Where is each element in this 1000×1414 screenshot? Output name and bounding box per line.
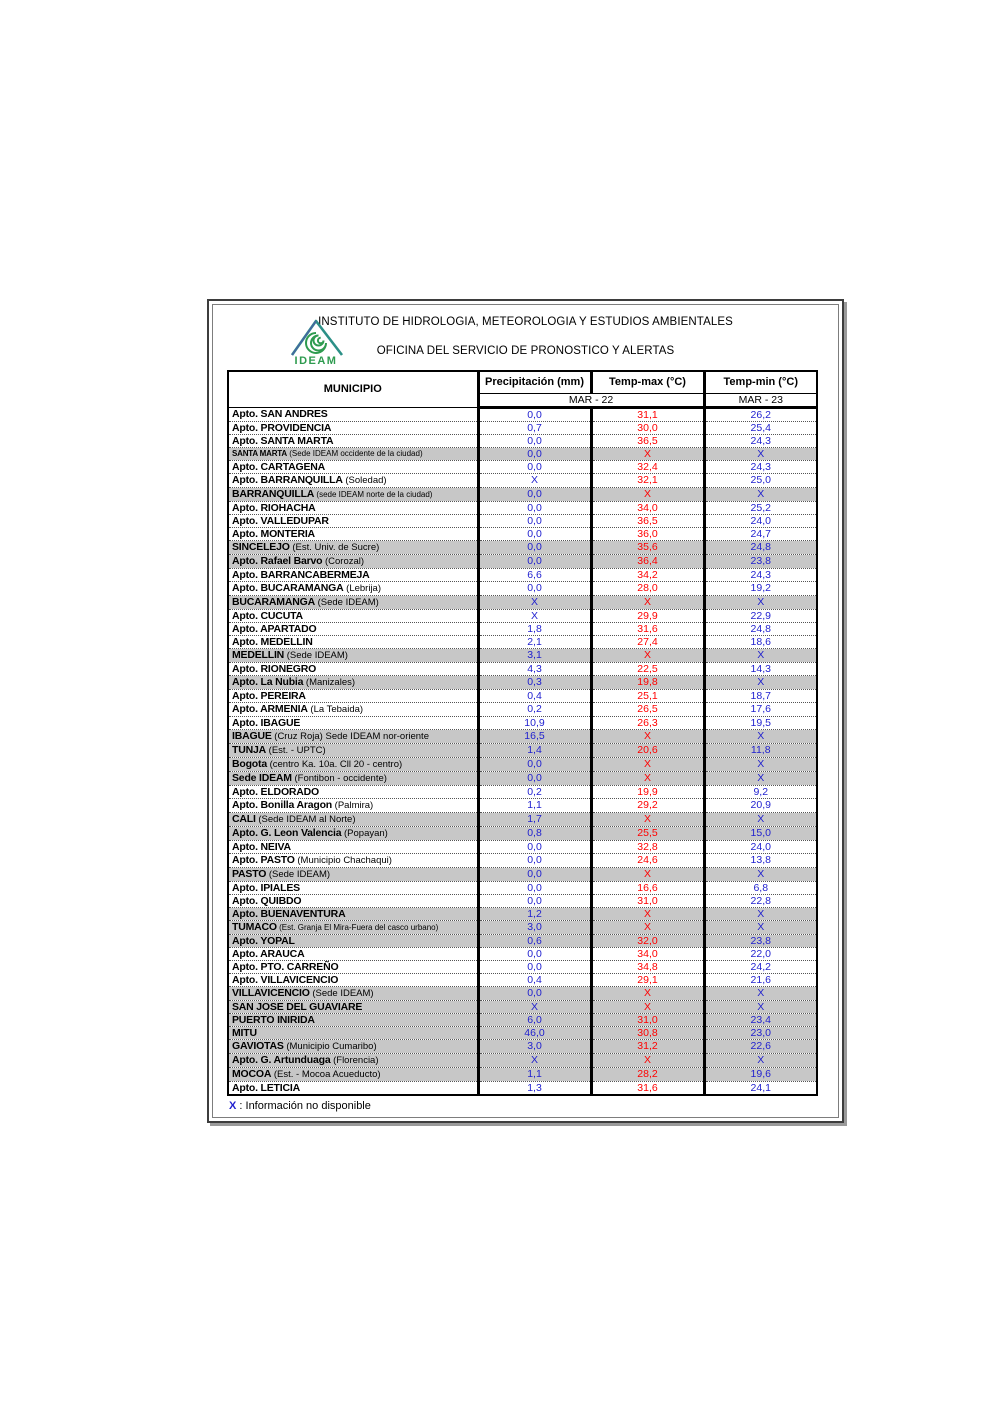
temp-max-cell: X: [591, 771, 704, 785]
temp-min-cell: X: [704, 487, 817, 501]
precipitation-cell: 1,8: [478, 622, 591, 635]
municipio-cell: Apto. RIONEGRO: [228, 662, 478, 675]
precipitation-cell: 0,0: [478, 407, 591, 421]
temp-max-cell: 19,9: [591, 785, 704, 798]
temp-min-cell: 19,5: [704, 716, 817, 729]
precipitation-cell: X: [478, 1000, 591, 1013]
table-row: [228, 514, 817, 527]
temp-min-cell: 24,0: [704, 840, 817, 853]
table-row: [228, 1081, 817, 1095]
temp-max-cell: 19,8: [591, 675, 704, 689]
temp-max-cell: 16,6: [591, 881, 704, 894]
table-row: [228, 540, 817, 554]
temp-max-cell: X: [591, 867, 704, 881]
temp-min-cell: 14,3: [704, 662, 817, 675]
table-row: [228, 702, 817, 716]
municipio-cell: VILLAVICENCIO (Sede IDEAM): [228, 986, 478, 1000]
municipio-cell: Apto. VALLEDUPAR: [228, 514, 478, 527]
weather-table: [227, 370, 818, 1096]
temp-min-cell: 23,4: [704, 1013, 817, 1026]
weather-table-body: [228, 407, 817, 1095]
temp-min-cell: 24,3: [704, 434, 817, 447]
table-row: [228, 434, 817, 447]
municipio-cell: Apto. BARRANCABERMEJA: [228, 568, 478, 581]
table-row: [228, 826, 817, 840]
precipitation-cell: X: [478, 1053, 591, 1067]
temp-max-cell: 31,0: [591, 894, 704, 907]
temp-max-cell: X: [591, 447, 704, 460]
table-row: [228, 487, 817, 501]
table-row: [228, 934, 817, 947]
municipio-cell: Apto. YOPAL: [228, 934, 478, 947]
table-row: [228, 785, 817, 798]
municipio-cell: Sede IDEAM (Fontibon - occidente): [228, 771, 478, 785]
municipio-cell: Apto. SANTA MARTA: [228, 434, 478, 447]
temp-min-cell: 24,3: [704, 460, 817, 473]
temp-min-cell: 22,0: [704, 947, 817, 960]
temp-min-cell: 20,9: [704, 798, 817, 812]
municipio-cell: SANTA MARTA (Sede IDEAM occidente de la ciudad): [228, 447, 478, 460]
temp-max-cell: 36,5: [591, 434, 704, 447]
municipio-cell: MOCOA (Est. - Mocoa Acueducto): [228, 1067, 478, 1081]
temp-min-cell: 23,0: [704, 1026, 817, 1039]
municipio-cell: Apto. La Nubia (Manizales): [228, 675, 478, 689]
municipio-cell: MITU: [228, 1026, 478, 1039]
table-row: [228, 527, 817, 540]
precipitation-cell: 0,0: [478, 894, 591, 907]
temp-min-cell: X: [704, 757, 817, 771]
table-row: [228, 473, 817, 487]
temp-max-cell: 31,1: [591, 407, 704, 421]
temp-max-cell: 25,5: [591, 826, 704, 840]
temp-min-cell: 9,2: [704, 785, 817, 798]
municipio-cell: MEDELLIN (Sede IDEAM): [228, 648, 478, 662]
temp-max-cell: 28,2: [591, 1067, 704, 1081]
table-row: [228, 1039, 817, 1053]
table-row: [228, 840, 817, 853]
temp-max-cell: X: [591, 907, 704, 920]
temp-max-cell: 25,1: [591, 689, 704, 702]
table-row: [228, 460, 817, 473]
precipitation-cell: 0,0: [478, 460, 591, 473]
municipio-cell: BARRANQUILLA (sede IDEAM norte de la ciudad): [228, 487, 478, 501]
temp-max-cell: 32,1: [591, 473, 704, 487]
precipitation-cell: 0,0: [478, 853, 591, 867]
temp-min-cell: X: [704, 986, 817, 1000]
precipitation-cell: 0,0: [478, 554, 591, 568]
temp-min-cell: X: [704, 675, 817, 689]
table-row: [228, 689, 817, 702]
table-row: [228, 757, 817, 771]
precipitation-cell: 0,0: [478, 960, 591, 973]
column-header-tempmin: Temp-min (°C): [704, 371, 817, 393]
municipio-cell: Apto. QUIBDO: [228, 894, 478, 907]
temp-min-cell: X: [704, 920, 817, 934]
municipio-cell: Apto. G. Artunduaga (Florencia): [228, 1053, 478, 1067]
table-row: [228, 973, 817, 986]
precipitation-cell: 0,0: [478, 771, 591, 785]
footnote-text: : Información no disponible: [236, 1100, 371, 1112]
temp-min-cell: X: [704, 1053, 817, 1067]
temp-max-cell: 31,2: [591, 1039, 704, 1053]
temp-min-cell: 24,8: [704, 540, 817, 554]
date-header-mar23: MAR - 23: [704, 393, 817, 407]
temp-max-cell: X: [591, 920, 704, 934]
municipio-cell: PASTO (Sede IDEAM): [228, 867, 478, 881]
temp-min-cell: X: [704, 595, 817, 609]
table-row: [228, 743, 817, 757]
precipitation-cell: 1,1: [478, 1067, 591, 1081]
municipio-cell: IBAGUE (Cruz Roja) Sede IDEAM nor-oriente: [228, 729, 478, 743]
municipio-cell: BUCARAMANGA (Sede IDEAM): [228, 595, 478, 609]
municipio-cell: Apto. SAN ANDRES: [232, 408, 328, 420]
ideam-logo: [285, 313, 347, 371]
temp-min-cell: 18,7: [704, 689, 817, 702]
report-frame-inner: [212, 304, 839, 1118]
temp-min-cell: 18,6: [704, 635, 817, 648]
table-row: [228, 812, 817, 826]
precipitation-cell: 0,0: [478, 487, 591, 501]
precipitation-cell: 0,6: [478, 934, 591, 947]
temp-max-cell: X: [591, 595, 704, 609]
precipitation-cell: 0,4: [478, 973, 591, 986]
table-row: [228, 867, 817, 881]
temp-max-cell: 30,0: [591, 421, 704, 434]
municipio-cell: Apto. ARAUCA: [228, 947, 478, 960]
precipitation-cell: 1,2: [478, 907, 591, 920]
municipio-cell: Apto. NEIVA: [228, 840, 478, 853]
temp-max-cell: 29,1: [591, 973, 704, 986]
date-header-mar22: MAR - 22: [478, 393, 704, 407]
municipio-cell: TUMACO (Est. Granja El Mira-Fuera del casco urbano): [228, 920, 478, 934]
temp-max-cell: 28,0: [591, 581, 704, 595]
municipio-cell: GAVIOTAS (Municipio Cumaribo): [228, 1039, 478, 1053]
table-row: [228, 662, 817, 675]
temp-min-cell: 24,1: [704, 1081, 817, 1095]
municipio-cell: PUERTO INIRIDA: [228, 1013, 478, 1026]
temp-max-cell: X: [591, 757, 704, 771]
temp-min-cell: 11,8: [704, 743, 817, 757]
temp-min-cell: 24,0: [704, 514, 817, 527]
precipitation-cell: 0,2: [478, 785, 591, 798]
temp-min-cell: 19,6: [704, 1067, 817, 1081]
temp-min-cell: X: [704, 812, 817, 826]
precipitation-cell: 1,7: [478, 812, 591, 826]
temp-min-cell: 26,2: [704, 407, 817, 421]
municipio-cell: Apto. BARRANQUILLA (Soledad): [228, 473, 478, 487]
table-row: [228, 648, 817, 662]
precipitation-cell: 0,0: [478, 527, 591, 540]
org-title: INSTITUTO DE HIDROLOGIA, METEOROLOGIA Y ESTUDIOS AMBIENTALES: [318, 316, 733, 328]
precipitation-cell: X: [478, 609, 591, 622]
precipitation-cell: 0,2: [478, 702, 591, 716]
temp-min-cell: 23,8: [704, 934, 817, 947]
column-header-precipitacion: Precipitación (mm): [478, 371, 591, 393]
temp-max-cell: X: [591, 1053, 704, 1067]
temp-max-cell: 34,2: [591, 568, 704, 581]
temp-max-cell: 31,0: [591, 1013, 704, 1026]
temp-min-cell: 22,6: [704, 1039, 817, 1053]
municipio-cell: Apto. MONTERIA: [228, 527, 478, 540]
municipio-cell: Apto. ELDORADO: [228, 785, 478, 798]
precipitation-cell: 0,0: [478, 434, 591, 447]
table-row: [228, 1053, 817, 1067]
precipitation-cell: 0,0: [478, 986, 591, 1000]
column-header-tempmax: Temp-max (°C): [591, 371, 704, 393]
precipitation-cell: 3,0: [478, 920, 591, 934]
precipitation-cell: 1,3: [478, 1081, 591, 1095]
table-row: [228, 716, 817, 729]
municipio-cell: Apto. CUCUTA: [228, 609, 478, 622]
table-row: [228, 501, 817, 514]
precipitation-cell: 10,9: [478, 716, 591, 729]
table-row: [228, 907, 817, 920]
temp-max-cell: 31,6: [591, 622, 704, 635]
table-row: [228, 1013, 817, 1026]
ideam-logo-icon: [287, 313, 345, 357]
precipitation-cell: X: [478, 595, 591, 609]
temp-min-cell: 24,2: [704, 960, 817, 973]
temp-min-cell: X: [704, 771, 817, 785]
temp-max-cell: 26,5: [591, 702, 704, 716]
table-row: [228, 771, 817, 785]
temp-max-cell: 27,4: [591, 635, 704, 648]
municipio-cell: Apto. RIOHACHA: [228, 501, 478, 514]
temp-max-cell: 34,0: [591, 501, 704, 514]
precipitation-cell: 0,0: [478, 514, 591, 527]
precipitation-cell: 0,0: [478, 881, 591, 894]
municipio-cell: Apto. PROVIDENCIA: [228, 421, 478, 434]
precipitation-cell: 1,1: [478, 798, 591, 812]
temp-min-cell: X: [704, 907, 817, 920]
temp-max-cell: 35,6: [591, 540, 704, 554]
municipio-cell: Bogota (centro Ka. 10a. Cll 20 - centro): [228, 757, 478, 771]
municipio-cell: Apto. VILLAVICENCIO: [228, 973, 478, 986]
precipitation-cell: 3,0: [478, 1039, 591, 1053]
temp-max-cell: 36,4: [591, 554, 704, 568]
table-row: [228, 729, 817, 743]
temp-min-cell: X: [704, 648, 817, 662]
precipitation-cell: 0,0: [478, 757, 591, 771]
table-row: [228, 635, 817, 648]
temp-min-cell: 23,8: [704, 554, 817, 568]
precipitation-cell: 0,0: [478, 581, 591, 595]
temp-max-cell: X: [591, 1000, 704, 1013]
precipitation-cell: 46,0: [478, 1026, 591, 1039]
precipitation-cell: 0,0: [478, 867, 591, 881]
temp-max-cell: X: [591, 487, 704, 501]
temp-max-cell: X: [591, 729, 704, 743]
precipitation-cell: 6,0: [478, 1013, 591, 1026]
precipitation-cell: X: [478, 473, 591, 487]
municipio-cell: Apto. PEREIRA: [228, 689, 478, 702]
precipitation-cell: 6,6: [478, 568, 591, 581]
precipitation-cell: 0,0: [478, 947, 591, 960]
table-row: [228, 407, 817, 421]
temp-max-cell: X: [591, 986, 704, 1000]
temp-min-cell: 15,0: [704, 826, 817, 840]
table-row: [228, 554, 817, 568]
table-row: [228, 1000, 817, 1013]
municipio-cell: Apto. LETICIA: [228, 1081, 478, 1095]
report-frame: [207, 299, 844, 1123]
temp-max-cell: 34,8: [591, 960, 704, 973]
table-row: [228, 595, 817, 609]
municipio-cell: Apto. PASTO (Municipio Chachaqui): [228, 853, 478, 867]
temp-min-cell: X: [704, 729, 817, 743]
temp-min-cell: 22,8: [704, 894, 817, 907]
precipitation-cell: 0,3: [478, 675, 591, 689]
precipitation-cell: 2,1: [478, 635, 591, 648]
temp-max-cell: X: [591, 648, 704, 662]
ideam-logo-text: IDEAM: [294, 355, 338, 367]
temp-min-cell: 13,8: [704, 853, 817, 867]
table-row: [228, 881, 817, 894]
municipio-cell: Apto. BUCARAMANGA (Lebrija): [228, 581, 478, 595]
temp-max-cell: 29,9: [591, 609, 704, 622]
municipio-cell: CALI (Sede IDEAM al Norte): [228, 812, 478, 826]
temp-max-cell: 31,6: [591, 1081, 704, 1095]
table-row: [228, 1026, 817, 1039]
municipio-cell: Apto. APARTADO: [228, 622, 478, 635]
temp-min-cell: 6,8: [704, 881, 817, 894]
table-row: [228, 1067, 817, 1081]
municipio-cell: Apto. Bonilla Aragon (Palmira): [228, 798, 478, 812]
temp-max-cell: 32,8: [591, 840, 704, 853]
weather-table-header: [228, 371, 817, 407]
temp-min-cell: X: [704, 1000, 817, 1013]
temp-min-cell: X: [704, 867, 817, 881]
temp-max-cell: 26,3: [591, 716, 704, 729]
temp-max-cell: 36,0: [591, 527, 704, 540]
temp-min-cell: 21,6: [704, 973, 817, 986]
municipio-cell: TUNJA (Est. - UPTC): [228, 743, 478, 757]
temp-max-cell: 32,4: [591, 460, 704, 473]
municipio-cell: Apto. IPIALES: [228, 881, 478, 894]
precipitation-cell: 1,4: [478, 743, 591, 757]
temp-max-cell: 22,5: [591, 662, 704, 675]
temp-min-cell: X: [704, 447, 817, 460]
temp-max-cell: 20,6: [591, 743, 704, 757]
precipitation-cell: 0,8: [478, 826, 591, 840]
table-row: [228, 675, 817, 689]
column-header-municipio: MUNICIPIO: [228, 371, 478, 407]
temp-min-cell: 19,2: [704, 581, 817, 595]
temp-max-cell: 36,5: [591, 514, 704, 527]
temp-min-cell: 22,9: [704, 609, 817, 622]
table-row: [228, 894, 817, 907]
table-row: [228, 581, 817, 595]
precipitation-cell: 3,1: [478, 648, 591, 662]
temp-min-cell: 17,6: [704, 702, 817, 716]
precipitation-cell: 0,0: [478, 447, 591, 460]
municipio-cell: Apto. Rafael Barvo (Corozal): [228, 554, 478, 568]
table-row: [228, 986, 817, 1000]
table-row: [228, 947, 817, 960]
temp-max-cell: 24,6: [591, 853, 704, 867]
table-row: [228, 622, 817, 635]
precipitation-cell: 0,0: [478, 501, 591, 514]
temp-max-cell: 29,2: [591, 798, 704, 812]
table-row: [228, 853, 817, 867]
office-title: OFICINA DEL SERVICIO DE PRONOSTICO Y ALERTAS: [376, 345, 675, 357]
temp-min-cell: 25,2: [704, 501, 817, 514]
temp-min-cell: 24,7: [704, 527, 817, 540]
precipitation-cell: 0,7: [478, 421, 591, 434]
temp-min-cell: 25,4: [704, 421, 817, 434]
precipitation-cell: 0,4: [478, 689, 591, 702]
temp-min-cell: 24,3: [704, 568, 817, 581]
table-row: [228, 920, 817, 934]
footnote: [229, 1100, 371, 1112]
municipio-cell: SINCELEJO (Est. Univ. de Sucre): [228, 540, 478, 554]
footnote-symbol: X: [229, 1100, 237, 1112]
table-row: [228, 421, 817, 434]
municipio-cell: Apto. G. Leon Valencia (Popayan): [228, 826, 478, 840]
table-row: [228, 568, 817, 581]
municipio-cell: Apto. IBAGUE: [228, 716, 478, 729]
table-row: [228, 960, 817, 973]
municipio-cell: Apto. ARMENIA (La Tebaida): [228, 702, 478, 716]
precipitation-cell: 4,3: [478, 662, 591, 675]
municipio-cell: SAN JOSE DEL GUAVIARE: [228, 1000, 478, 1013]
temp-max-cell: 34,0: [591, 947, 704, 960]
table-row: [228, 609, 817, 622]
municipio-cell: Apto. MEDELLIN: [228, 635, 478, 648]
table-row: [228, 798, 817, 812]
temp-max-cell: X: [591, 812, 704, 826]
municipio-cell: Apto. PTO. CARREÑO: [228, 960, 478, 973]
temp-max-cell: 32,0: [591, 934, 704, 947]
temp-min-cell: 25,0: [704, 473, 817, 487]
table-row: [228, 447, 817, 460]
precipitation-cell: 0,0: [478, 540, 591, 554]
precipitation-cell: 0,0: [478, 840, 591, 853]
precipitation-cell: 16,5: [478, 729, 591, 743]
municipio-cell: Apto. CARTAGENA: [228, 460, 478, 473]
temp-max-cell: 30,8: [591, 1026, 704, 1039]
municipio-cell: Apto. BUENAVENTURA: [228, 907, 478, 920]
temp-min-cell: 24,8: [704, 622, 817, 635]
